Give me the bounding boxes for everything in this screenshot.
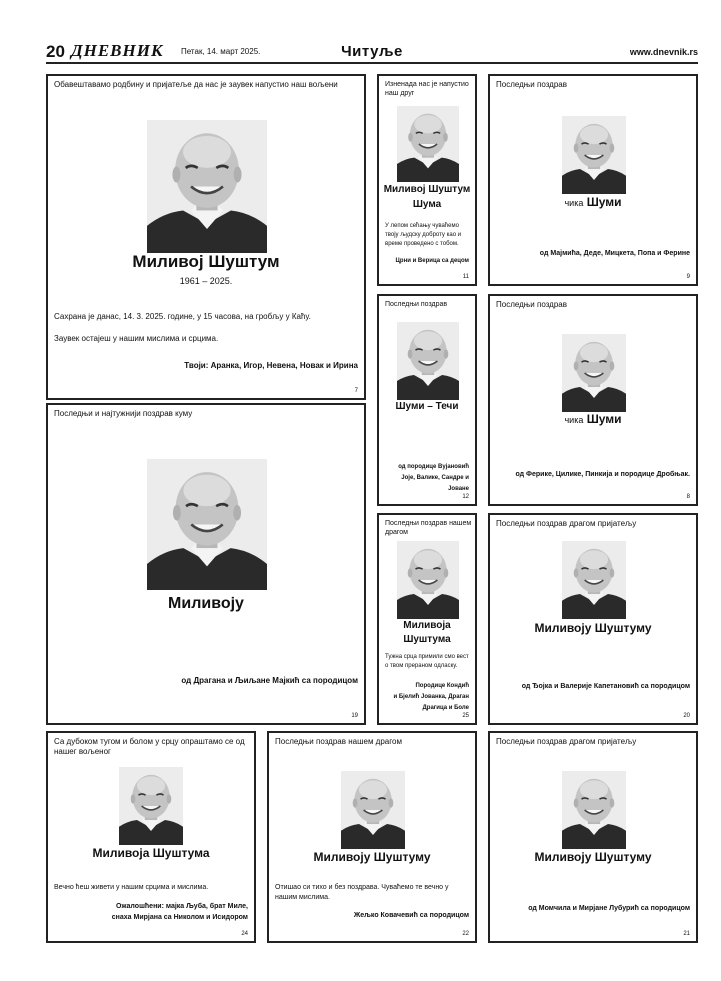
signature: од Ђојка и Валерије Капетановић са породицом <box>521 683 690 690</box>
obituary-24 <box>46 731 256 943</box>
signature: Црни и Верица са децом <box>395 258 469 264</box>
signature-line-1: од породице Вујановић <box>398 464 469 470</box>
signature-line-2: и Бјелић Јованка, Драган <box>393 694 469 700</box>
portrait-photo-icon <box>562 334 626 412</box>
message-text: Вечно ћеш живети у нашим срцима и мислима. <box>54 884 209 891</box>
deceased-name: Шуми – Течи <box>395 401 459 412</box>
deceased-name: Миливој Шуштум <box>383 184 471 195</box>
portrait-photo-icon <box>562 116 626 194</box>
obituary-7 <box>46 74 366 400</box>
page-number: 20 <box>46 42 65 61</box>
signature-line-3: Драгица и Боле <box>422 705 469 711</box>
deceased-name: Миливоја Шуштума <box>92 846 210 860</box>
portrait-photo-icon <box>397 541 459 619</box>
ad-number: 22 <box>462 931 469 937</box>
message-text: Заувек остајеш у нашим мислима и срцима. <box>54 334 219 343</box>
deceased-name: Миливој Шуштум <box>132 252 280 271</box>
life-dates: 1961 – 2025. <box>179 276 233 286</box>
obituary-intro: Последњи поздрав <box>496 80 567 89</box>
portrait-photo-icon <box>397 106 459 182</box>
ad-number: 19 <box>351 713 358 719</box>
signature-line-1: Породице Кондић <box>415 683 469 689</box>
name-prefix: чика <box>564 415 584 425</box>
obituary-intro: Последњи и најтужнији поздрав куму <box>54 409 193 418</box>
signature: Жељко Ковачевић са породицом <box>353 912 469 919</box>
obituary-12 <box>377 294 477 506</box>
issue-date: Петак, 14. март 2025. <box>181 47 261 56</box>
portrait-photo-icon <box>562 541 626 619</box>
ad-number: 20 <box>683 713 690 719</box>
ad-number: 25 <box>462 713 469 719</box>
ad-number: 24 <box>241 931 248 937</box>
signature-line-1: Ожалошћени: мајка Љуба, брат Миле, <box>116 903 248 910</box>
newspaper-logo[interactable]: ДНЕВНИК <box>71 41 164 60</box>
message-text: У лепом сећању чуваћемо твоју људску доброту као и време проведено с тобом. <box>385 223 462 247</box>
funeral-info: Сахрана је данас, 14. 3. 2025. године, у 15 часова, на гробљу у Каћу. <box>54 312 311 321</box>
ad-number: 8 <box>686 494 690 500</box>
deceased-name-line <box>490 412 696 426</box>
deceased-name: Миливоју Шуштуму <box>534 850 652 864</box>
signature-line-2: Јоје, Валике, Сандре и Јоване <box>401 475 469 492</box>
signature: од Мајмића, Деде, Мицкета, Попа и Ферине <box>539 250 690 257</box>
deceased-name: Миливоју Шуштуму <box>313 850 431 864</box>
message-text: Тужна срца примили смо вест о твом прераном одласку. <box>385 654 469 669</box>
deceased-name: Шуми <box>586 412 622 426</box>
deceased-surname: Шуштума <box>403 634 451 645</box>
header-divider <box>46 62 698 64</box>
ad-number: 7 <box>354 388 358 394</box>
obituary-intro: Последњи поздрав нашем драгом <box>275 737 402 746</box>
obituary-8 <box>488 294 698 506</box>
page-header <box>46 42 698 64</box>
site-url[interactable]: www.dnevnik.rs <box>629 47 698 57</box>
ad-number: 12 <box>462 494 469 500</box>
portrait-photo-icon <box>562 771 626 849</box>
portrait-photo-icon <box>119 767 183 845</box>
deceased-name: Миливоја <box>403 620 451 631</box>
deceased-nickname: Шума <box>412 199 442 210</box>
signature-line-2: снаха Мирјана са Николом и Исидором <box>111 914 248 921</box>
signature: од Драгана и Љиљане Мајкић са породицом <box>181 676 358 685</box>
obituary-21 <box>488 731 698 943</box>
obituary-19 <box>46 403 366 725</box>
obituary-intro: Последњи поздрав <box>385 301 448 308</box>
obituary-intro: Последњи поздрав драгом пријатељу <box>496 519 637 528</box>
obituary-intro: Последњи поздрав нашем драгом <box>385 520 472 536</box>
obituary-9 <box>488 74 698 286</box>
portrait-photo-icon <box>147 459 267 590</box>
obituary-intro: Изненада нас је напустио наш друг <box>385 81 469 97</box>
portrait-photo-icon <box>147 120 267 253</box>
portrait-photo-icon <box>397 322 459 400</box>
name-prefix: чика <box>564 198 584 208</box>
obituary-25 <box>377 513 477 725</box>
ad-number: 9 <box>686 274 690 280</box>
ad-number: 11 <box>462 274 469 280</box>
deceased-name-line <box>490 195 696 209</box>
obituary-intro: Са дубоком тугом и болом у срцу опраштамо се од нашег вољеног <box>54 737 245 756</box>
section-title: Читуље <box>341 43 403 60</box>
obituary-intro: Последњи поздрав драгом пријатељу <box>496 737 637 746</box>
obituary-20 <box>488 513 698 725</box>
signature: Твоји: Аранка, Игор, Невена, Новак и Ирина <box>184 361 358 370</box>
signature: од Момчила и Мирјане Лубурић са породицом <box>528 905 690 912</box>
obituary-intro: Последњи поздрав <box>496 300 567 309</box>
obituary-11 <box>377 74 477 286</box>
deceased-name: Шуми <box>586 195 622 209</box>
obituary-intro: Обавештавамо родбину и пријатеље да нас је заувек напустио наш вољени <box>54 80 338 89</box>
obituary-22 <box>267 731 477 943</box>
signature: од Ферике, Цилике, Пинкија и породице Дробњак. <box>515 471 690 478</box>
ad-number: 21 <box>683 931 690 937</box>
deceased-name: Миливоју <box>168 595 244 612</box>
portrait-photo-icon <box>341 771 405 849</box>
deceased-name: Миливоју Шуштуму <box>534 621 652 635</box>
message-text: Отишао си тихо и без поздрава. Чуваћемо те вечно у нашим мислима. <box>275 884 449 901</box>
